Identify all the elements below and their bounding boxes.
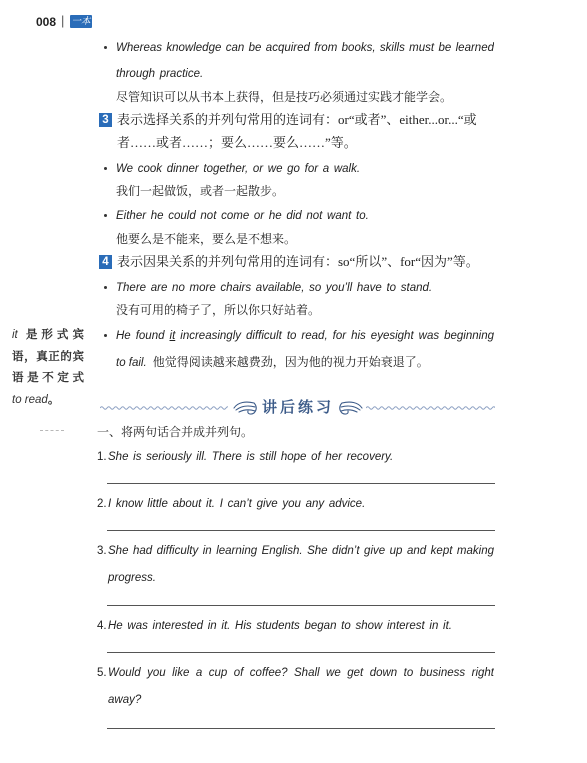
example-sentence-en: Whereas knowledge can be acquired from books, skills must be learned [116, 42, 494, 54]
question-text-continued: away? [108, 694, 142, 706]
example-translation-zh: 他觉得阅读越来越费劲，因为他的视力开始衰退了。 [152, 355, 429, 369]
example-continuation-line [116, 352, 429, 372]
side-note-zh: 是形式宾 [21, 329, 84, 341]
wing-left-icon [232, 400, 258, 416]
example-translation-zh: 尽管知识可以从书本上获得，但是技巧必须通过实践才能学会。 [116, 90, 453, 104]
question-number: 1. [97, 451, 107, 463]
wavy-divider-left [100, 404, 228, 412]
side-note-divider [40, 430, 64, 431]
example-sentence-en: We cook dinner together, or we go for a walk. [116, 163, 361, 175]
brand-logo: 一本 [71, 16, 91, 27]
question-number: 4. [97, 620, 107, 632]
bullet-dot [104, 46, 107, 49]
example-sentence-en: There are no more chairs available, so you’ll have to stand. [116, 282, 433, 294]
bullet-dot [104, 334, 107, 337]
answer-blank-line [107, 728, 495, 729]
side-note-line: 语，真正的宾 [12, 351, 84, 363]
rule-text: 表示因果关系的并列句常用的连词有：so“所以”、for“因为”等。 [117, 254, 479, 269]
side-note-en: it [12, 329, 18, 341]
question-number: 2. [97, 498, 107, 510]
side-note-line: 语是不定式 [12, 372, 84, 384]
answer-blank-line [107, 652, 495, 653]
example-text-part: He found [116, 330, 170, 342]
question-text: She had difficulty in learning English. She didn’t give up and kept making [108, 545, 494, 557]
wavy-divider-right [366, 404, 495, 412]
section-title: 讲后练习 [261, 400, 334, 416]
side-note-en: to read [12, 394, 48, 406]
rule-number-badge: 3 [99, 113, 112, 127]
side-note-line [12, 390, 84, 410]
example-sentence-en [116, 326, 494, 346]
example-sentence-en-continued: to fail. [116, 357, 147, 369]
question-number: 3. [97, 545, 107, 557]
side-note-zh: 。 [47, 394, 60, 406]
example-sentence-en-continued: through practice. [116, 68, 204, 80]
page-number: 008 [36, 15, 57, 29]
example-sentence-en: Either he could not come or he did not want to. [116, 210, 369, 222]
example-text-part: increasingly difficult to read, for his eyesight was beginning [175, 330, 494, 342]
rule-text-continued: 者……或者……；要么……要么……”等。 [117, 135, 357, 150]
answer-blank-line [107, 530, 495, 531]
example-translation-zh: 我们一起做饭，或者一起散步。 [116, 184, 285, 198]
bullet-dot [104, 286, 107, 289]
header-separator: | [61, 13, 65, 28]
question-text-continued: progress. [108, 572, 156, 584]
rule-number-badge: 4 [99, 255, 112, 269]
formal-object-it: it [169, 330, 176, 342]
example-translation-zh: 没有可用的椅子了，所以你只好站着。 [116, 303, 321, 317]
wing-right-icon [338, 400, 364, 416]
bullet-dot [104, 167, 107, 170]
question-text: He was interested in it. His students began to show interest in it. [108, 620, 452, 632]
bullet-dot [104, 214, 107, 217]
answer-blank-line [107, 483, 495, 484]
example-translation-zh: 他要么是不能来，要么是不想来。 [116, 232, 297, 246]
answer-blank-line [107, 605, 495, 606]
question-text: She is seriously ill. There is still hope of her recovery. [108, 451, 394, 463]
side-note-line [12, 325, 84, 345]
question-number: 5. [97, 667, 107, 679]
question-text: I know little about it. I can’t give you any advice. [108, 498, 366, 510]
rule-text: 表示选择关系的并列句常用的连词有：or“或者”、either...or...“或 [117, 112, 477, 127]
question-text: Would you like a cup of coffee? Shall we get down to business right [108, 667, 494, 679]
exercise-instruction: 一、将两句话合并成并列句。 [97, 425, 254, 439]
